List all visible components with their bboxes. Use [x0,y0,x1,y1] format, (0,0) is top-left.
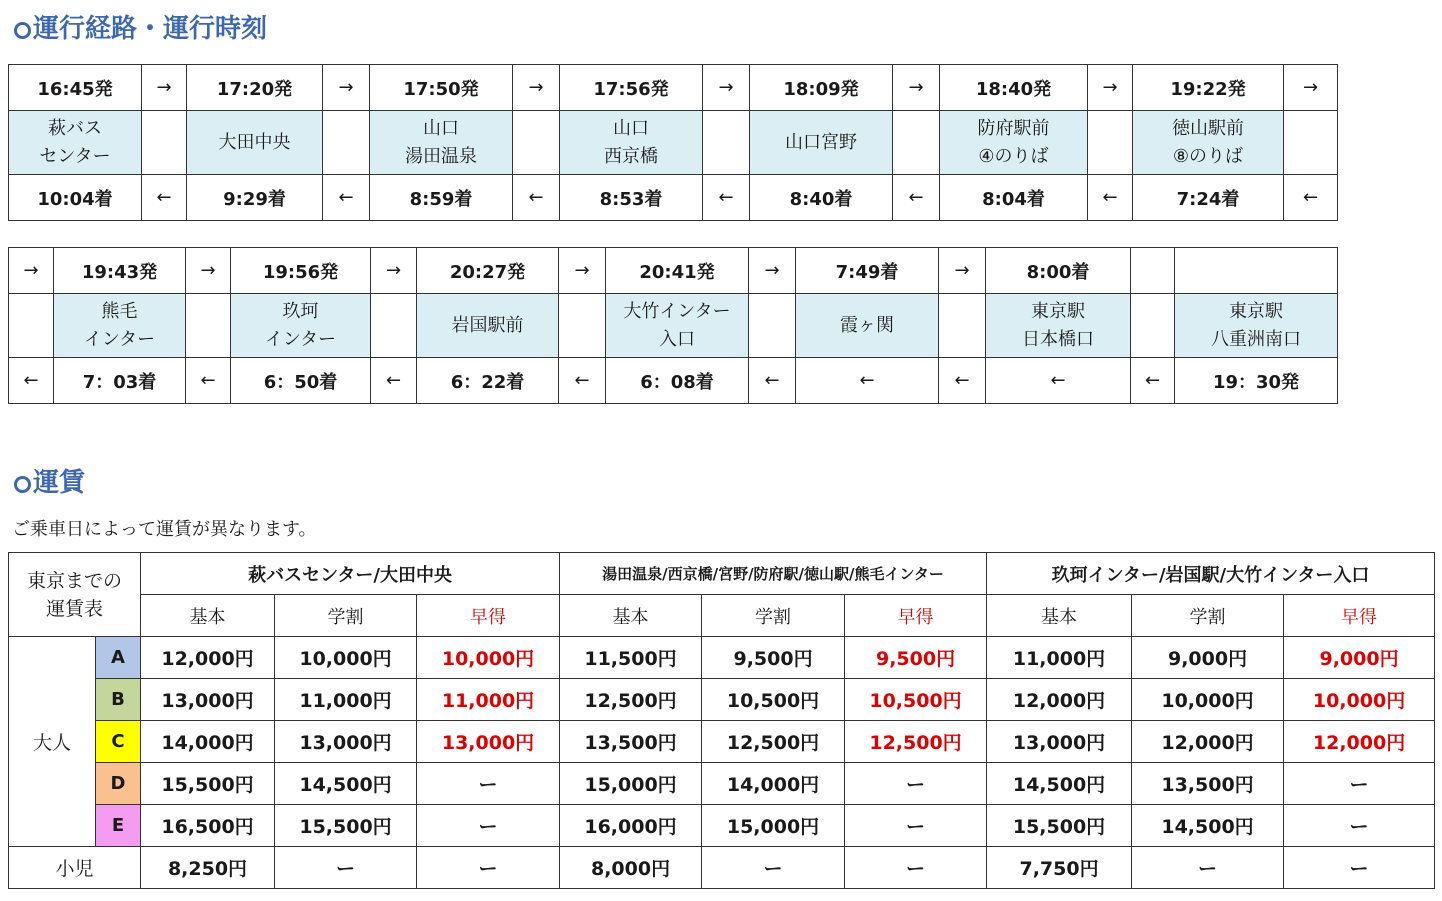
fare-cell: ー [845,847,987,889]
fare-cell: 15,500円 [275,805,417,847]
fare-cell: ー [417,805,560,847]
arrow-left-icon: ← [703,175,750,221]
fare-cell: 8,250円 [141,847,275,889]
stop-hagi: 萩バス センター [9,111,142,175]
departure-time: 20:41発 [606,248,749,294]
departure-time: 19:56発 [231,248,371,294]
sub-header-student: 学割 [275,595,417,637]
fare-cell: 9,000円 [1284,637,1435,679]
arrival-time: 6：50着 [231,358,371,404]
fare-table [8,552,1435,889]
arrow-left-icon: ← [1088,175,1133,221]
class-badge: A [96,637,141,679]
fare-cell: 15,500円 [141,763,275,805]
group-header: 湯田温泉/西京橋/宮野/防府駅/徳山駅/熊毛インター [560,553,987,595]
departure-time: 19：30発 [1175,358,1338,404]
route-heading [14,8,267,45]
arrival-time: 7：03着 [54,358,186,404]
stop-miyano: 山口宮野 [750,111,893,175]
sub-header-basic: 基本 [141,595,275,637]
arrow-right-icon: → [323,65,370,111]
arrival-time: 9:29着 [187,175,323,221]
fare-cell: 15,000円 [702,805,845,847]
fare-cell: 14,500円 [1132,805,1284,847]
fare-cell: ー [417,847,560,889]
sub-header-early: 早得 [1284,595,1435,637]
arrival-time: 6：08着 [606,358,749,404]
fare-cell: 15,000円 [560,763,702,805]
fare-cell: 13,500円 [560,721,702,763]
fare-cell: ー [702,847,845,889]
fare-cell: 13,000円 [275,721,417,763]
arrival-time: 8:00着 [986,248,1131,294]
arrival-time: 8:04着 [940,175,1088,221]
fare-corner-label: 東京までの 運賃表 [9,553,141,637]
circle-icon [14,476,31,493]
stop-iwakuni: 岩国駅前 [417,294,559,358]
table-row [9,637,1435,679]
arrow-right-icon: → [1284,65,1338,111]
sub-header-basic: 基本 [560,595,702,637]
stop-tokyo-nihonbashi: 東京駅 日本橋口 [986,294,1131,358]
stop-hofu: 防府駅前 ④のりば [940,111,1088,175]
arrow-left-icon: ← [9,358,54,404]
fare-cell: 12,500円 [702,721,845,763]
fare-cell: 14,000円 [702,763,845,805]
departure-time: 16:45発 [9,65,142,111]
group-header: 萩バスセンター/大田中央 [141,553,560,595]
fare-cell: 13,000円 [417,721,560,763]
fare-cell: 13,000円 [141,679,275,721]
fare-cell: 13,500円 [1132,763,1284,805]
fare-note: ご乗車日によって運賃が異なります。 [12,519,317,540]
table-row [9,763,1435,805]
arrow-right-icon: → [749,248,796,294]
fare-cell: 12,500円 [560,679,702,721]
fare-cell: 9,000円 [1132,637,1284,679]
departure-time: 20:27発 [417,248,559,294]
stop-kumage: 熊毛 インター [54,294,186,358]
arrival-time: 7:24着 [1133,175,1284,221]
sub-header-early: 早得 [845,595,987,637]
fare-cell: 16,500円 [141,805,275,847]
fare-cell: 14,500円 [987,763,1132,805]
fare-heading-text: 運賃 [33,468,86,498]
fare-cell: 9,500円 [845,637,987,679]
sub-header-early: 早得 [417,595,560,637]
stop-kasumigaseki: 霞ヶ関 [796,294,939,358]
table-row [9,679,1435,721]
arrow-right-icon: → [186,248,231,294]
fare-cell: 9,500円 [702,637,845,679]
arrival-time: 8:40着 [750,175,893,221]
arrow-right-icon: → [703,65,750,111]
arrival-time: 8:53着 [560,175,703,221]
arrow-left-icon: ← [371,358,417,404]
arrow-left-icon: ← [323,175,370,221]
stop-yuda: 山口 湯田温泉 [370,111,513,175]
fare-cell: 15,500円 [987,805,1132,847]
fare-cell: 12,000円 [987,679,1132,721]
fare-cell: 10,000円 [275,637,417,679]
fare-cell: 10,500円 [702,679,845,721]
group-header: 玖珂インター/岩国駅/大竹インター入口 [987,553,1435,595]
fare-cell: ー [275,847,417,889]
arrow-left-icon: ← [749,358,796,404]
fare-cell: 12,000円 [1132,721,1284,763]
fare-cell: 13,000円 [987,721,1132,763]
arrival-time: 10:04着 [9,175,142,221]
fare-cell: 14,000円 [141,721,275,763]
class-badge: B [96,679,141,721]
fare-cell: 12,000円 [141,637,275,679]
arrow-right-icon: → [559,248,606,294]
adult-label: 大人 [9,637,96,847]
class-badge: D [96,763,141,805]
fare-cell: 11,000円 [417,679,560,721]
fare-cell: 12,000円 [1284,721,1435,763]
departure-time: 17:56発 [560,65,703,111]
stop-saikyobashi: 山口 西京橋 [560,111,703,175]
fare-cell: ー [1284,763,1435,805]
arrow-right-icon: → [1088,65,1133,111]
arrow-right-icon: → [142,65,187,111]
fare-cell: 8,000円 [560,847,702,889]
arrival-time: 6：22着 [417,358,559,404]
arrow-left-icon: ← [1284,175,1338,221]
arrow-left-icon: ← [939,358,986,404]
arrow-left-icon: ← [142,175,187,221]
departure-time: 18:09発 [750,65,893,111]
child-label: 小児 [9,847,141,889]
route-heading-text: 運行経路・運行時刻 [33,14,268,44]
arrow-left-icon: ← [186,358,231,404]
sub-header-student: 学割 [702,595,845,637]
route-table-1 [8,64,1338,221]
stop-tokyo-yaesu: 東京駅 八重洲南口 [1175,294,1338,358]
arrow-left-icon: ← [559,358,606,404]
fare-cell: 16,000円 [560,805,702,847]
fare-cell: ー [417,763,560,805]
fare-cell: 10,000円 [1284,679,1435,721]
fare-cell: ー [845,763,987,805]
fare-heading [14,462,85,499]
fare-cell: ー [1284,805,1435,847]
route-table-2 [8,247,1338,404]
fare-cell: 14,500円 [275,763,417,805]
table-row [9,847,1435,889]
departure-time: 19:43発 [54,248,186,294]
arrow-left-icon: ← [893,175,940,221]
departure-time: 17:20発 [187,65,323,111]
arrow-left-icon: ← [1131,358,1175,404]
class-badge: C [96,721,141,763]
arrow-right-icon: → [939,248,986,294]
fare-cell: 10,000円 [417,637,560,679]
circle-icon [14,22,31,39]
arrow-right-icon: → [893,65,940,111]
departure-time: 19:22発 [1133,65,1284,111]
fare-cell: 11,000円 [987,637,1132,679]
fare-cell: 11,000円 [275,679,417,721]
stop-ota: 大田中央 [187,111,323,175]
fare-cell: 12,500円 [845,721,987,763]
fare-cell: 10,500円 [845,679,987,721]
arrival-time: 7:49着 [796,248,939,294]
fare-cell: 10,000円 [1132,679,1284,721]
departure-time: 18:40発 [940,65,1088,111]
fare-cell: ー [1284,847,1435,889]
arrow-right-icon: → [9,248,54,294]
table-row [9,721,1435,763]
sub-header-student: 学割 [1132,595,1284,637]
fare-cell: 11,500円 [560,637,702,679]
arrow-left-icon: ← [513,175,560,221]
table-row [9,805,1435,847]
stop-tokuyama: 徳山駅前 ⑧のりば [1133,111,1284,175]
arrow-right-icon: → [371,248,417,294]
fare-cell: ー [1132,847,1284,889]
departure-time: 17:50発 [370,65,513,111]
arrow-right-icon: → [513,65,560,111]
stop-kuga: 玖珂 インター [231,294,371,358]
fare-cell: 7,750円 [987,847,1132,889]
arrow-left-icon: ← [986,358,1131,404]
arrival-time: 8:59着 [370,175,513,221]
sub-header-basic: 基本 [987,595,1132,637]
class-badge: E [96,805,141,847]
stop-otake: 大竹インター 入口 [606,294,749,358]
fare-cell: ー [845,805,987,847]
arrow-left-icon: ← [796,358,939,404]
